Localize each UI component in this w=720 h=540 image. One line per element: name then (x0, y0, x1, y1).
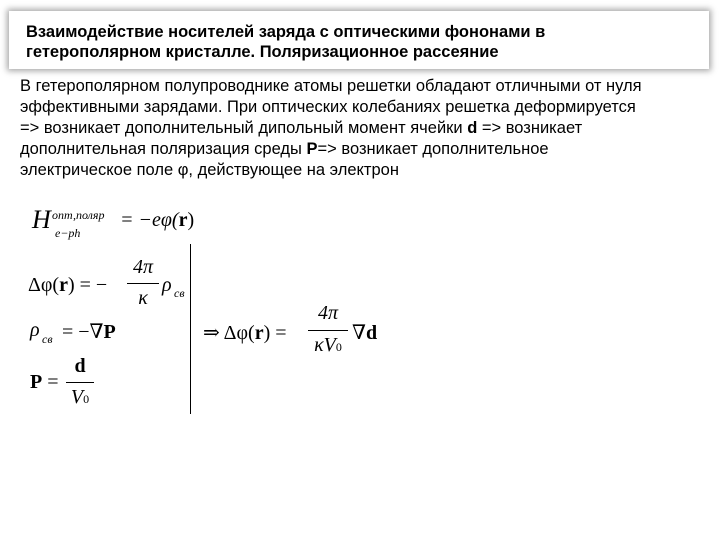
paragraph-line-5: электрическое поле φ, действующее на электрон (20, 161, 399, 179)
eq2-lhs: Δφ(r) = − (28, 274, 108, 296)
eq2-rho: ρ (162, 274, 172, 296)
paragraph-line-3-c: => возникает (477, 119, 583, 137)
paragraph-line-3 (20, 118, 710, 139)
eq3-rho-subscript: св (42, 332, 53, 346)
eq5-fraction-bar (308, 330, 348, 331)
dipole-symbol: d (467, 119, 478, 137)
paragraph-line-4-c: => возникает дополнительное (317, 140, 549, 158)
slide-title (26, 22, 666, 62)
eq5-rhs: ∇d (352, 322, 378, 344)
eq1-rhs: = −eφ(r) (120, 209, 195, 231)
paragraph-line-2: эффективными зарядами. При оптических колебаниях решетка деформируется (20, 98, 636, 116)
eq3-rhs: = −∇P (62, 321, 116, 343)
eq2-numerator: 4π (132, 256, 154, 278)
eq2-denominator: κ (138, 287, 148, 309)
polarization-symbol: P (306, 140, 318, 158)
eq4-lhs: P = (30, 371, 59, 393)
body-paragraph (20, 76, 710, 181)
eq2-fraction-bar (127, 283, 159, 284)
eq4-denominator: V0 (70, 386, 90, 408)
eq4-numerator: d (74, 355, 86, 377)
eq3-rho: ρ (30, 319, 40, 341)
title-line-2: гетерополярном кристалле. Поляризационное рассеяние (26, 43, 499, 61)
eq1-subscript: e−ph (55, 226, 81, 240)
eq1-superscript: опт,поляр (52, 208, 105, 222)
eq4-fraction-bar (66, 382, 94, 383)
paragraph-line-4 (20, 139, 710, 160)
eq5-lhs: ⇒ Δφ(r) = (203, 322, 287, 344)
eq5-denominator: κV0 (314, 334, 342, 356)
eq2-rho-subscript: св (174, 286, 185, 300)
divider-line (190, 244, 191, 414)
title-line-1: Взаимодействие носителей заряда с оптическими фононами в (26, 23, 546, 41)
eq1-H: H (32, 205, 51, 234)
paragraph-line-3-a: => возникает дополнительный дипольный момент ячейки (20, 119, 468, 137)
paragraph-line-4-a: дополнительная поляризация среды (20, 140, 307, 158)
paragraph-line-1: В гетерополярном полупроводнике атомы решетки обладают отличными от нуля (20, 77, 642, 95)
eq5-numerator: 4π (317, 302, 339, 324)
